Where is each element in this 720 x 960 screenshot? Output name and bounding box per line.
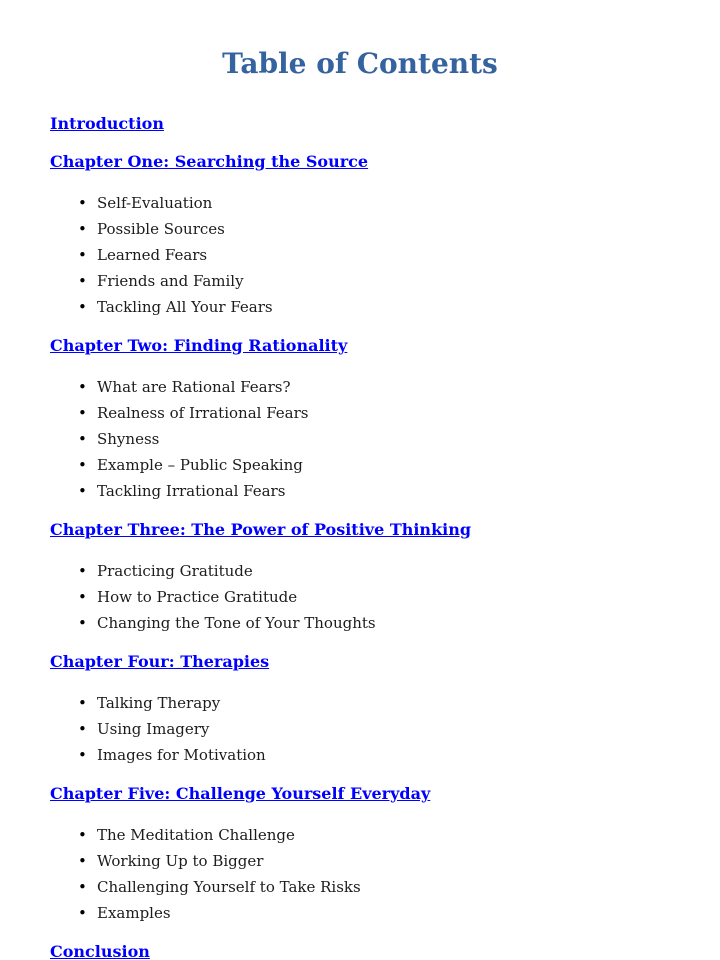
toc-topic: • Changing the Tone of Your Thoughts [97, 610, 670, 636]
toc-topic: • How to Practice Gratitude [97, 584, 670, 610]
toc-topic: • Possible Sources [97, 216, 670, 242]
toc-topic: • Images for Motivation [97, 742, 670, 768]
toc-heading-chapter-three [50, 520, 670, 540]
toc-link-chapter-five[interactable]: Chapter Five: Challenge Yourself Everyday [50, 784, 431, 803]
toc-topic: • Learned Fears [97, 242, 670, 268]
toc-topic: • Practicing Gratitude [97, 558, 670, 584]
toc-link-chapter-three[interactable]: Chapter Three: The Power of Positive Thinking [50, 520, 472, 539]
chapter-one-topics [50, 190, 670, 320]
toc-topic: • Challenging Yourself to Take Risks [97, 874, 670, 900]
toc-topic: • Examples [97, 900, 670, 926]
toc-link-chapter-two[interactable]: Chapter Two: Finding Rationality [50, 336, 348, 355]
toc-heading-chapter-four [50, 652, 670, 672]
toc-topic: • Friends and Family [97, 268, 670, 294]
toc-link-introduction[interactable]: Introduction [50, 114, 164, 133]
toc-topic: • Tackling Irrational Fears [97, 478, 670, 504]
toc-topic: • Shyness [97, 426, 670, 452]
chapter-three-topics [50, 558, 670, 636]
chapter-five-topics [50, 822, 670, 926]
chapter-four-topics [50, 690, 670, 768]
toc-link-conclusion[interactable]: Conclusion [50, 942, 150, 960]
toc-topic: • Example – Public Speaking [97, 452, 670, 478]
chapter-two-topics [50, 374, 670, 504]
toc-topic: • What are Rational Fears? [97, 374, 670, 400]
toc-topic: • Talking Therapy [97, 690, 670, 716]
toc-topic: • Tackling All Your Fears [97, 294, 670, 320]
toc-topic: • Self-Evaluation [97, 190, 670, 216]
page-title: Table of Contents [222, 47, 498, 80]
toc-topic: • Working Up to Bigger [97, 848, 670, 874]
toc-heading-chapter-five [50, 784, 670, 804]
toc-topic: • Using Imagery [97, 716, 670, 742]
toc-topic: • The Meditation Challenge [97, 822, 670, 848]
toc-heading-chapter-two [50, 336, 670, 356]
toc-link-chapter-one[interactable]: Chapter One: Searching the Source [50, 152, 369, 171]
toc-heading-chapter-one [50, 152, 670, 172]
toc-heading-introduction [50, 114, 670, 134]
toc-topic: • Realness of Irrational Fears [97, 400, 670, 426]
toc-page [0, 46, 720, 960]
toc-heading-conclusion [50, 942, 670, 960]
toc-link-chapter-four[interactable]: Chapter Four: Therapies [50, 652, 270, 671]
